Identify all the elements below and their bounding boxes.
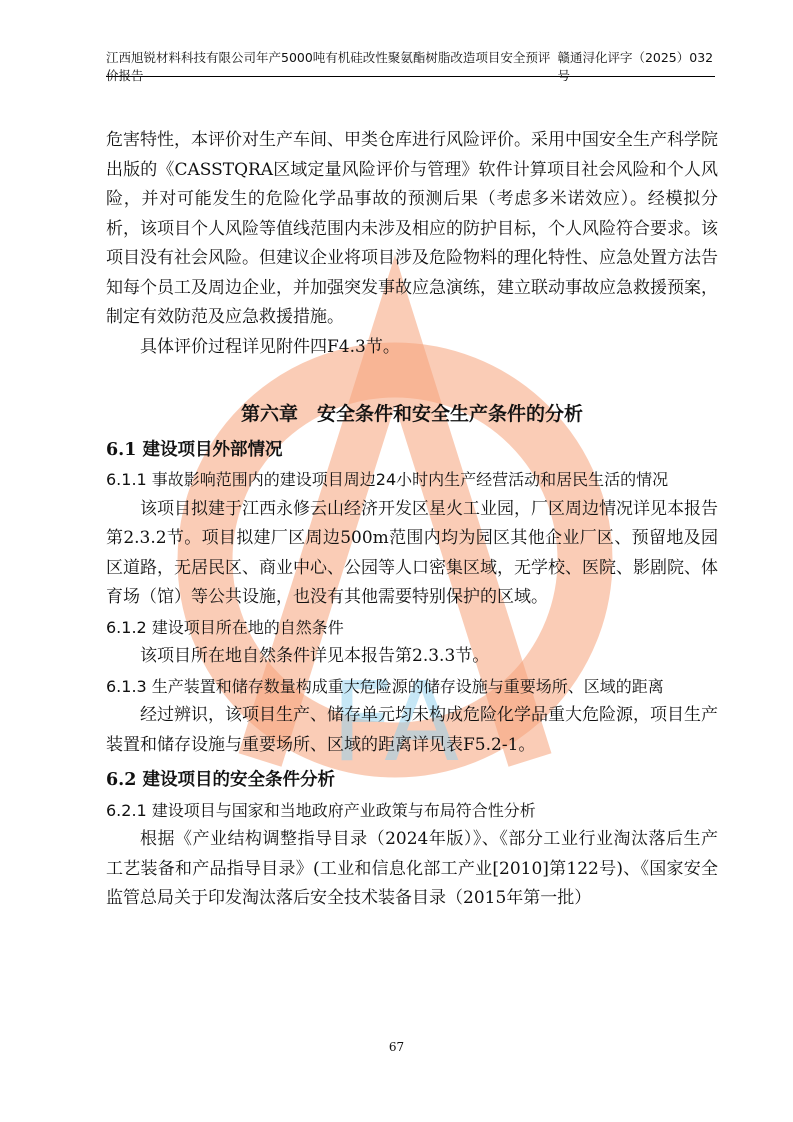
page-header: [106, 50, 715, 83]
subsection-heading: 6.1.3 生产装置和储存数量构成重大危险源的储存设施与重要场所、区域的距离: [106, 676, 664, 696]
paragraph: 危害特性，本评价对生产车间、甲类仓库进行风险评价。采用中国安全生产科学院出版的《CASSTQRA区域定量风险评价与管理》软件计算项目社会风险和个人风险，并对可能发生的危险化学品事故的预测后果（考虑多米诺效应）。经模拟分析，该项目个人风险等值线范围内未涉及相应的防护目标，个人风险符合要求。该项目没有社会风险。但建议企业将项目涉及危险物料的理化特性、应急处置方法告知每个员工及周边企业，并加强突发事故应急演练，建立联动事故应急救援预案，制定有效防范及应急救援措施。: [106, 130, 718, 327]
subsection-heading: 6.1.2 建设项目所在地的自然条件: [106, 617, 344, 637]
section-heading: 6.1 建设项目外部情况: [106, 439, 283, 460]
header-doc-number: 赣通浔化评字（2025）032号: [557, 50, 714, 83]
paragraph: 根据《产业结构调整指导目录（2024年版）》、《部分工业行业淘汰落后生产工艺装备和产品指导目录》(工业和信息化部工产业[2010]第122号)、《国家安全监管总局关于印发淘汰落后安全技术装备目录（2015年第一批）: [106, 829, 718, 908]
paragraph: 该项目拟建于江西永修云山经济开发区星火工业园，厂区周边情况详见本报告第2.3.2节。项目拟建厂区周边500m范围内均为园区其他企业厂区、预留地及园区道路，无居民区、商业中心、公园等人口密集区域，无学校、医院、影剧院、体育场（馆）等公共设施，也没有其他需要特别保护的区域。: [106, 498, 718, 607]
header-title: 江西旭锐材料科技有限公司年产5000吨有机硅改性聚氨酯树脂改造项目安全预评价报告: [106, 50, 551, 83]
subsection-heading: 6.2.1 建设项目与国家和当地政府产业政策与布局符合性分析: [106, 800, 536, 820]
chapter-title: 第六章 安全条件和安全生产条件的分析: [240, 403, 583, 425]
page-number: 67: [388, 1040, 405, 1054]
svg-text:FA: FA: [330, 658, 460, 786]
paragraph: 经过辨识，该项目生产、储存单元均未构成危险化学品重大危险源，项目生产装置和储存设施与重要场所、区域的距离详见表F5.2-1。: [106, 705, 718, 755]
paragraph: 具体评价过程详见附件四F4.3节。: [140, 336, 400, 357]
subsection-heading: 6.1.1 事故影响范围内的建设项目周边24小时内生产经营活动和居民生活的情况: [106, 470, 669, 489]
document-body: [106, 126, 718, 914]
paragraph: 该项目所在地自然条件详见本报告第2.3.3节。: [140, 646, 490, 666]
section-heading: 6.2 建设项目的安全条件分析: [106, 770, 336, 790]
